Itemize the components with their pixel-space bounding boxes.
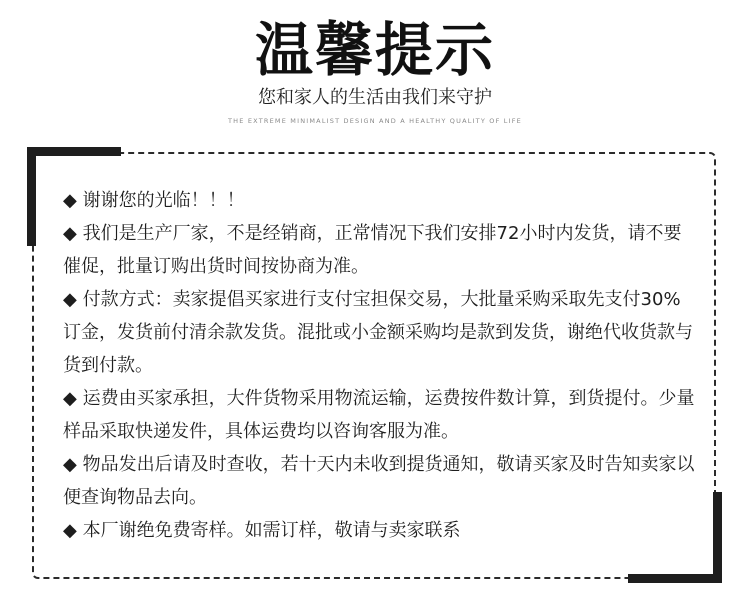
page-title: 温馨提示 — [254, 16, 495, 84]
notice-item-shipping-time: ◆ 我们是生产厂家，不是经销商，正常情况下我们安排72小时内发货，请不要催促，批量订购出货时间按协商为准。 — [63, 223, 682, 277]
corner-accent-top-left — [27, 147, 121, 156]
page-subtitle: 您和家人的生活由我们来守护 — [258, 87, 492, 108]
corner-accent-bottom-right — [628, 574, 722, 583]
tagline: THE EXTREME MINIMALIST DESIGN AND A HEALTHY QUALITY OF LIFE — [228, 117, 522, 125]
corner-accent-bottom-right-vertical — [713, 492, 722, 583]
notice-item-receipt: ◆ 物品发出后请及时查收，若十天内未收到提货通知，敬请买家及时告知卖家以便查询物品去向。 — [63, 454, 695, 508]
notice-item-thanks: ◆ 谢谢您的光临！！！ — [63, 190, 245, 211]
notice-item-freight: ◆ 运费由买家承担，大件货物采用物流运输，运费按件数计算，到货提付。少量样品采取快递发件，具体运费均以咨询客服为准。 — [63, 388, 695, 442]
corner-accent-top-left-vertical — [27, 147, 36, 246]
notice-content — [63, 184, 695, 547]
notice-item-payment: ◆ 付款方式：卖家提倡买家进行支付宝担保交易，大批量采购采取先支付30%订金，发货前付清余款发货。混批或小金额采购均是款到发货，谢绝代收货款与货到付款。 — [63, 289, 693, 376]
notice-item-samples: ◆ 本厂谢绝免费寄样。如需订样，敬请与卖家联系 — [63, 520, 461, 541]
